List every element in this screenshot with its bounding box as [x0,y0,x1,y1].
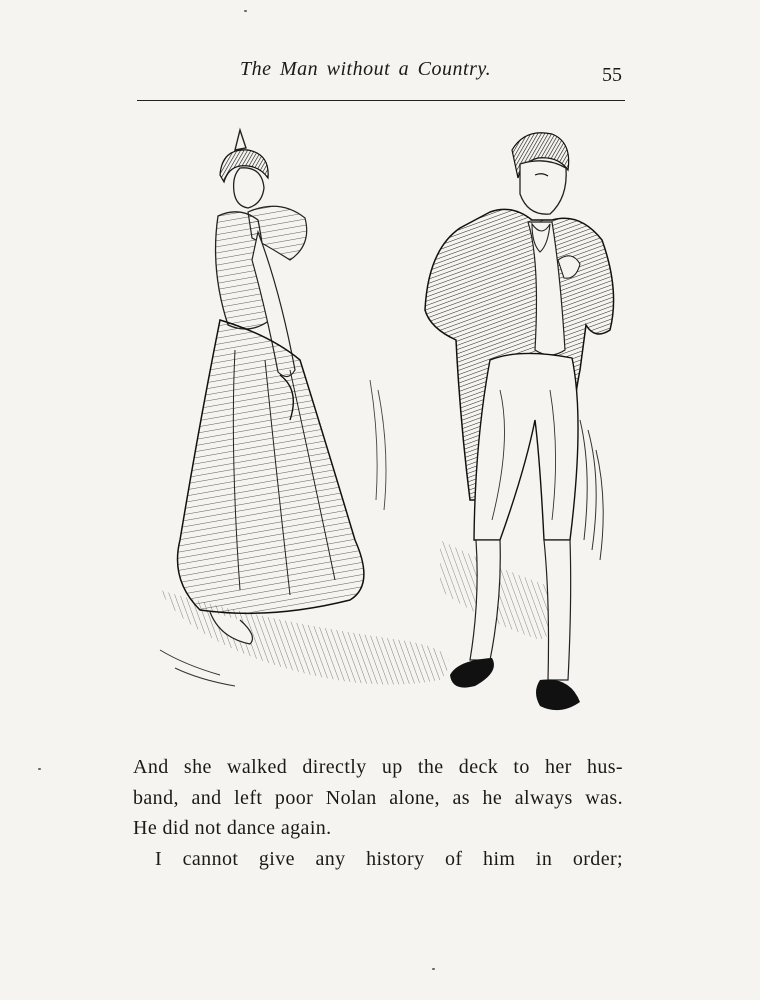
body-text [133,752,623,874]
running-head: The Man without a Country. [240,58,492,80]
text-line: And she walked directly up the deck to her hus- [133,756,623,778]
header-rule [137,100,625,101]
text-line: He did not dance again. [133,817,332,839]
paper-speck [38,768,41,770]
text-line: I cannot give any history of him in order; [155,847,623,870]
text-line: band, and left poor Nolan alone, as he always was. [133,786,623,809]
page-number: 55 [602,64,622,86]
paper-speck [432,968,435,970]
paper-speck [244,10,247,12]
woman-figure [178,130,364,644]
illustration [140,120,620,730]
